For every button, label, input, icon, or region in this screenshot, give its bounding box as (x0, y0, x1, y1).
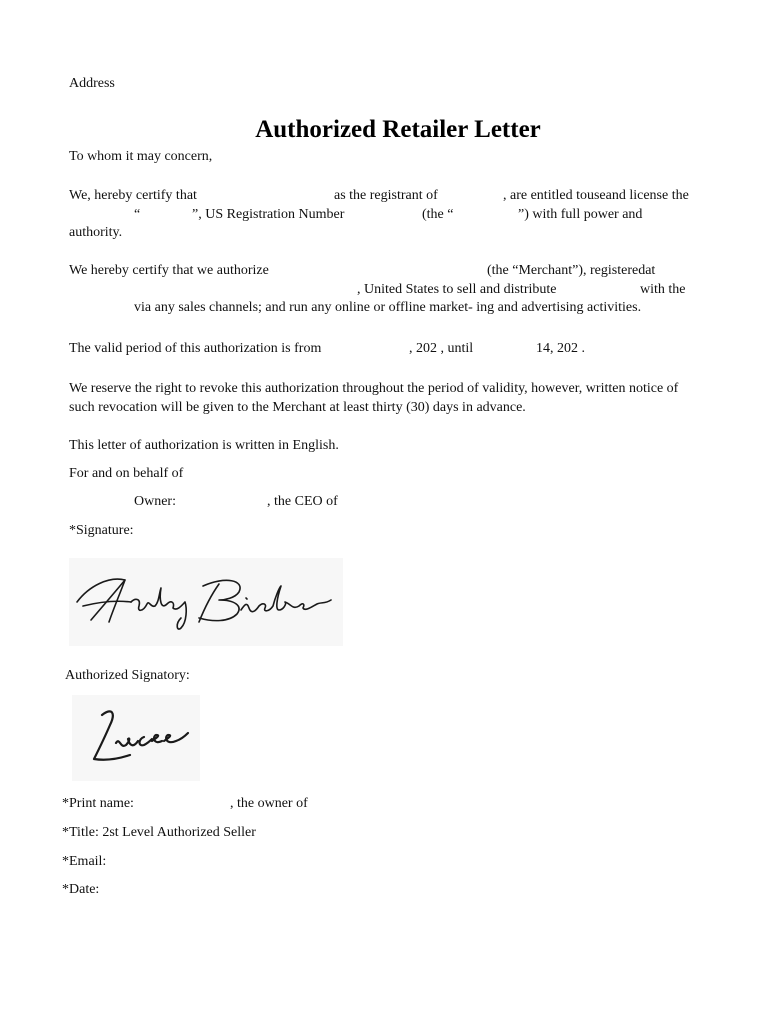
date-label: *Date: (62, 882, 100, 897)
signature-image-1 (69, 558, 343, 646)
p1-text-e: ”, US Registration Number (192, 207, 345, 222)
document-title: Authorized Retailer Letter (255, 116, 541, 143)
print-name-label: *Print name: (62, 796, 134, 811)
email-label: *Email: (62, 854, 107, 869)
signature-label: *Signature: (69, 523, 134, 538)
p3-text-b: , 202 , until (409, 341, 474, 356)
p1-text-b: as the registrant of (334, 188, 438, 203)
owner-suffix: , the CEO of (267, 494, 338, 509)
p1-text-g: ”) with full power and (518, 207, 643, 222)
p1-text-f: (the “ (422, 207, 454, 222)
p2-text-b: (the “Merchant”), registeredat (487, 263, 656, 278)
owner-label: Owner: (134, 494, 176, 509)
salutation: To whom it may concern, (69, 149, 213, 164)
title-field: *Title: 2st Level Authorized Seller (62, 825, 256, 840)
signature-image-2 (72, 695, 200, 781)
address-label: Address (69, 76, 115, 91)
p3-text-c: 14, 202 . (536, 341, 585, 356)
signature-lucee-icon (72, 695, 200, 781)
signature-hailey-bieber-icon (69, 558, 343, 646)
p3-text-a: The valid period of this authorization is from (69, 341, 322, 356)
p1-text-h: authority. (69, 225, 123, 240)
p4-line-1: We reserve the right to revoke this authorization throughout the period of validity, however, written notice of (69, 381, 679, 396)
p1-text-d: “ (134, 207, 141, 222)
p4-line-2: such revocation will be given to the Merchant at least thirty (30) days in advance. (69, 400, 526, 415)
p1-text-c: , are entitled touseand license the (503, 188, 689, 203)
p2-text-c: , United States to sell and distribute (357, 282, 557, 297)
p2-text-d: with the (640, 282, 686, 297)
print-name-suffix: , the owner of (230, 796, 308, 811)
behalf-text: For and on behalf of (69, 466, 184, 481)
authorized-signatory-label: Authorized Signatory: (65, 668, 190, 683)
p5-text: This letter of authorization is written in English. (69, 438, 339, 453)
p2-text-e: via any sales channels; and run any online or offline market- ing and advertising activities. (134, 300, 642, 315)
p2-text-a: We hereby certify that we authorize (69, 263, 269, 278)
p1-text-a: We, hereby certify that (69, 188, 197, 203)
